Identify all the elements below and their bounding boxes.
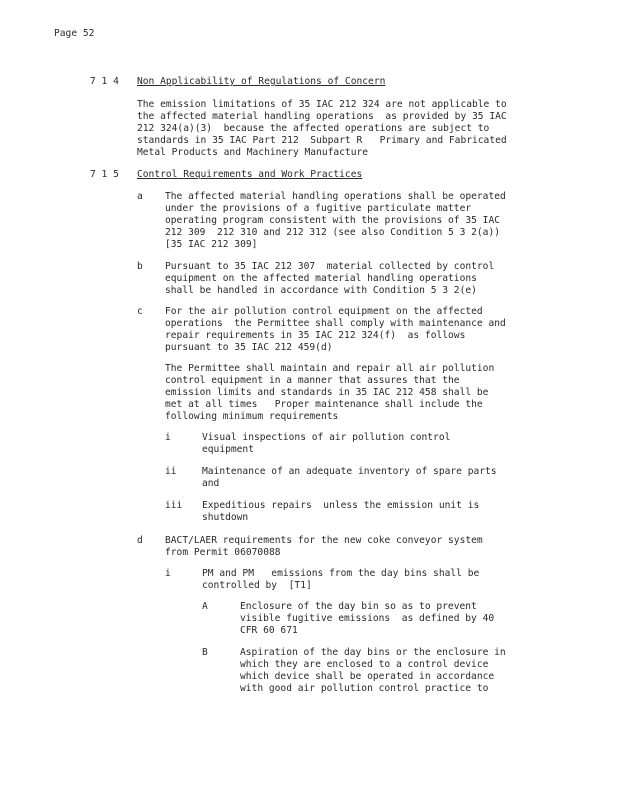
- body-line: Metal Products and Machinery Manufacture: [137, 147, 369, 158]
- body-line: repair requirements in 35 IAC 212 324(f) as follows: [165, 330, 466, 341]
- section-title-7-1-4: Non Applicability of Regulations of Concern: [137, 76, 386, 87]
- subitem-d-i-B-label: B: [202, 647, 208, 658]
- body-line: The emission limitations of 35 IAC 212 324 are not applicable to: [137, 99, 507, 110]
- subitem-c-i-label: i: [165, 432, 171, 443]
- body-line: Enclosure of the day bin so as to prevent: [240, 601, 477, 612]
- body-line: equipment on the affected material handling operations: [165, 273, 477, 284]
- body-line: the affected material handling operations as provided by 35 IAC: [137, 111, 507, 122]
- body-line: control equipment in a manner that assures that the: [165, 375, 460, 386]
- body-line: operations the Permittee shall comply with maintenance and: [165, 318, 506, 329]
- body-line: CFR 60 671: [240, 625, 298, 636]
- item-c-label: c: [137, 306, 143, 317]
- section-title-7-1-5: Control Requirements and Work Practices: [137, 169, 363, 180]
- body-line: BACT/LAER requirements for the new coke conveyor system: [165, 535, 483, 546]
- body-line: 212 324(a)(3) because the affected operations are subject to: [137, 123, 490, 134]
- item-d-label: d: [137, 535, 143, 546]
- body-line: equipment: [202, 444, 254, 455]
- body-line: following minimum requirements: [165, 411, 339, 422]
- body-line: under the provisions of a fugitive particulate matter: [165, 203, 472, 214]
- body-line: pursuant to 35 IAC 212 459(d): [165, 342, 333, 353]
- body-line: controlled by [T1]: [202, 580, 312, 591]
- body-line: and: [202, 478, 220, 489]
- item-a-label: a: [137, 191, 143, 202]
- body-line: which device shall be operated in accordance: [240, 671, 495, 682]
- item-b-label: b: [137, 261, 143, 272]
- body-line: The Permittee shall maintain and repair all air pollution: [165, 363, 495, 374]
- body-line: For the air pollution control equipment on the affected: [165, 306, 483, 317]
- body-line: Expeditious repairs unless the emission unit is: [202, 500, 480, 511]
- body-line: met at all times Proper maintenance shall include the: [165, 399, 483, 410]
- body-line: 212 309 212 310 and 212 312 (see also Condition 5 3 2(a)): [165, 227, 501, 238]
- body-line: shall be handled in accordance with Condition 5 3 2(e): [165, 285, 477, 296]
- body-line: which they are enclosed to a control device: [240, 659, 489, 670]
- body-line: [35 IAC 212 309]: [165, 239, 258, 250]
- body-line: with good air pollution control practice to: [240, 683, 489, 694]
- subitem-c-ii-label: ii: [165, 466, 177, 477]
- subitem-c-iii-label: iii: [165, 500, 183, 511]
- body-line: The affected material handling operations shall be operated: [165, 191, 506, 202]
- body-line: operating program consistent with the provisions of 35 IAC: [165, 215, 501, 226]
- body-line: from Permit 06070088: [165, 547, 281, 558]
- page-number: Page 52: [54, 28, 95, 39]
- body-line: Maintenance of an adequate inventory of spare parts: [202, 466, 497, 477]
- section-number-7-1-4: 7 1 4: [90, 76, 119, 87]
- body-line: Aspiration of the day bins or the enclosure in: [240, 647, 506, 658]
- body-line: PM and PM emissions from the day bins shall be: [202, 568, 480, 579]
- body-line: Visual inspections of air pollution control: [202, 432, 451, 443]
- body-line: emission limits and standards in 35 IAC 212 458 shall be: [165, 387, 489, 398]
- subitem-d-i-A-label: A: [202, 601, 208, 612]
- subitem-d-i-label: i: [165, 568, 171, 579]
- body-line: shutdown: [202, 512, 249, 523]
- section-number-7-1-5: 7 1 5: [90, 169, 119, 180]
- body-line: visible fugitive emissions as defined by 40: [240, 613, 495, 624]
- body-line: standards in 35 IAC Part 212 Subpart R Primary and Fabricated: [137, 135, 507, 146]
- body-line: Pursuant to 35 IAC 212 307 material collected by control: [165, 261, 495, 272]
